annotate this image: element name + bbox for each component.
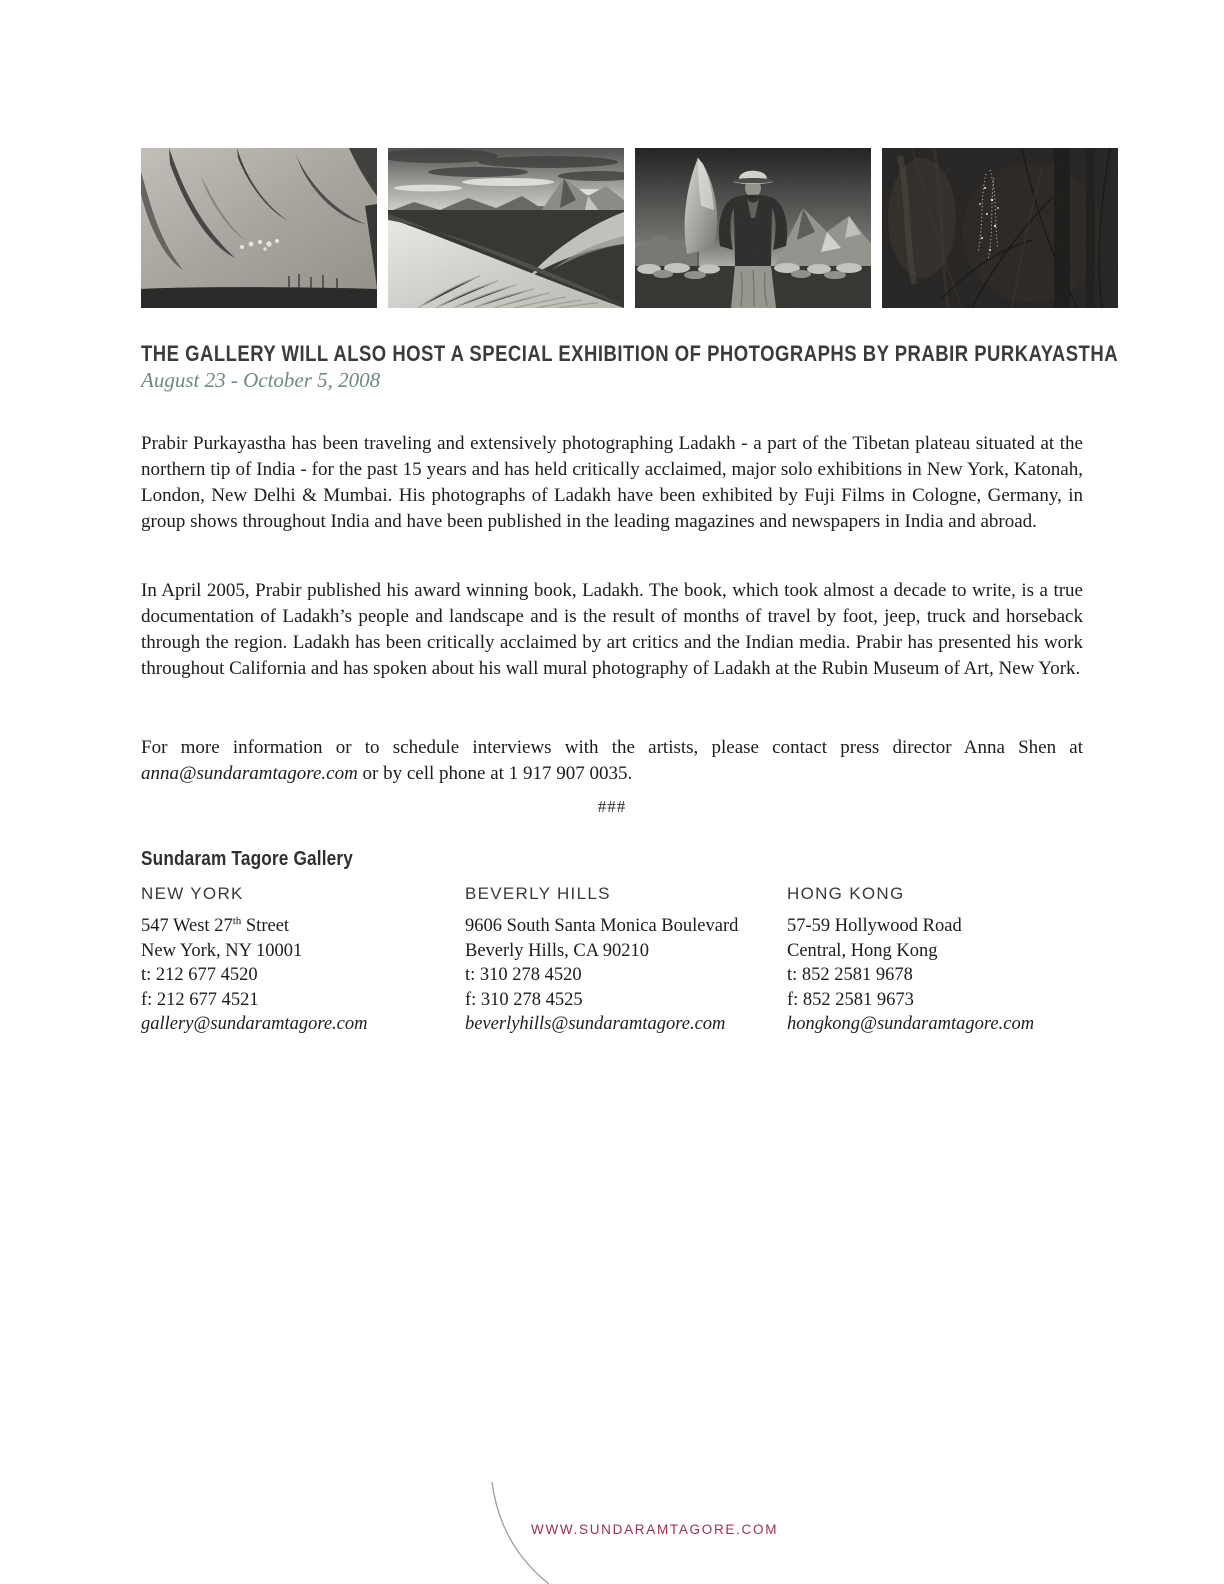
ordinal-superscript: th <box>232 914 242 927</box>
location-phone: t: 852 2581 9678 <box>787 965 913 985</box>
gallery-website: WWW.SUNDARAMTAGORE.COM <box>531 1522 779 1537</box>
location-hong-kong <box>787 884 1087 1037</box>
photo-mountain-slopes <box>141 148 377 308</box>
location-city-label: BEVERLY HILLS <box>465 884 611 903</box>
photo-strip <box>141 148 1118 308</box>
location-beverly-hills <box>465 884 787 1037</box>
body-paragraph-1: Prabir Purkayastha has been traveling and extensively photographing Ladakh - a part of the Tibetan plateau situated at the northern tip of India - for the past 15 years and has held critically acclaimed, major solo exhibitions in New York, Katonah, London, New Delhi & Mumbai. His photographs of Ladakh have been exhibited by Fuji Films in Cologne, Germany, in group shows throughout India and have been published in the leading magazines and newspapers in India and abroad. <box>141 433 1083 532</box>
end-marker: ### <box>597 797 627 816</box>
location-new-york <box>141 884 465 1037</box>
location-email: hongkong@sundaramtagore.com <box>787 1014 1035 1034</box>
press-contact-paragraph <box>141 735 1083 787</box>
man-portrait-image <box>635 148 871 308</box>
location-phone: t: 310 278 4520 <box>465 965 582 985</box>
gallery-name: Sundaram Tagore Gallery <box>141 848 354 870</box>
photo-dark-forest <box>882 148 1118 308</box>
exhibition-dates: August 23 - October 5, 2008 <box>141 368 381 392</box>
location-city-label: HONG KONG <box>787 884 905 903</box>
location-city-label: NEW YORK <box>141 884 244 903</box>
dark-forest-image <box>882 148 1118 308</box>
location-street: 57-59 Hollywood Road <box>787 916 962 936</box>
sand-dune-image <box>388 148 624 308</box>
location-city-state: Beverly Hills, CA 90210 <box>465 940 649 961</box>
location-fax: f: 310 278 4525 <box>465 989 583 1010</box>
location-street: 9606 South Santa Monica Boulevard <box>465 916 739 936</box>
location-city-state: New York, NY 10001 <box>141 940 303 961</box>
body-paragraph-2: In April 2005, Prabir published his award winning book, Ladakh. The book, which took almost a decade to write, is a true documentation of Ladakh’s people and landscape and is the result of months of travel by foot, jeep, truck and horseback through the region. Ladakh has been critically acclaimed by art critics and the Indian media. Prabir has presented his work throughout California and has spoken about his wall mural photography of Ladakh at the Rubin Museum of Art, New York. <box>141 580 1083 679</box>
location-street: 547 West 27th Street <box>141 914 290 936</box>
exhibition-headline: THE GALLERY WILL ALSO HOST A SPECIAL EXHIBITION OF PHOTOGRAPHS BY PRABIR PURKAYASTHA <box>141 341 1119 366</box>
location-email: gallery@sundaramtagore.com <box>141 1014 368 1034</box>
contact-text-after: or by cell phone at 1 917 907 0035. <box>362 763 633 784</box>
photo-man-portrait <box>635 148 871 308</box>
photo-sand-dune-river <box>388 148 624 308</box>
location-phone: t: 212 677 4520 <box>141 965 258 985</box>
location-fax: f: 212 677 4521 <box>141 989 259 1010</box>
mountain-slopes-image <box>141 148 377 308</box>
location-email: beverlyhills@sundaramtagore.com <box>465 1014 726 1034</box>
contact-email: anna@sundaramtagore.com <box>141 763 358 784</box>
location-fax: f: 852 2581 9673 <box>787 989 914 1010</box>
locations-columns <box>141 884 1118 1037</box>
contact-text-before: For more information or to schedule interviews with the artists, please contact press director Anna Shen at <box>141 737 1083 758</box>
location-city-state: Central, Hong Kong <box>787 940 938 961</box>
